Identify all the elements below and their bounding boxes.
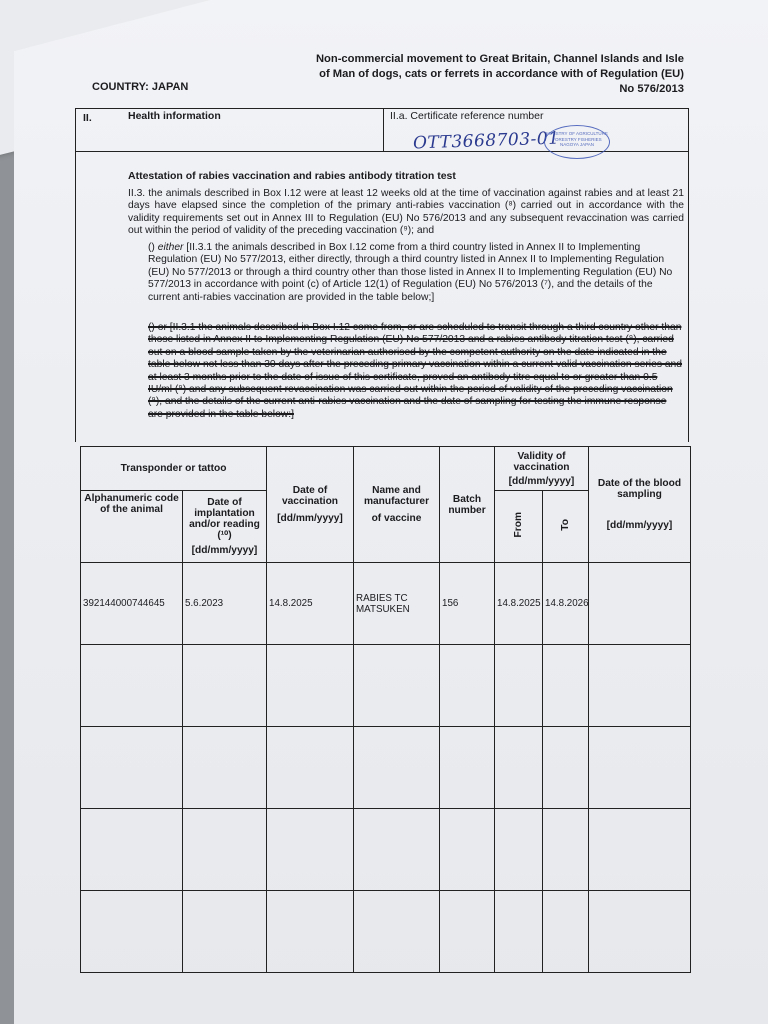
table-row-empty xyxy=(81,891,691,973)
cell-vaccine: RABIES TC MATSUKEN xyxy=(354,563,440,645)
cell-implant: 5.6.2023 xyxy=(183,563,267,645)
cell-vaccination: 14.8.2025 xyxy=(267,563,354,645)
paragraph-ii3: II.3. the animals described in Box I.12 were at least 12 weeks old at the time of vaccination against rabies and at least 21 days have elapsed since the completion of the primary anti-rabies vaccination (⁸) carried out in accordance with the validity requirements set out in Annex III to Regulation (EU) No 576/2013 and any subsequent revaccination was carried out within the period of validity of the preceding vaccination (⁹); and xyxy=(128,188,684,237)
header-line-1: Non-commercial movement to Great Britain, Channel Islands and Isle xyxy=(315,53,684,65)
blood-header xyxy=(589,447,691,563)
vaccination-table xyxy=(80,446,691,973)
attestation-title: Attestation of rabies vaccination and rabies antibody titration test xyxy=(128,170,456,182)
vaccine-name-sub: of vaccine xyxy=(371,513,422,524)
transponder-header: Transponder or tattoo xyxy=(81,447,267,491)
section-number: II. xyxy=(83,112,92,124)
document-header xyxy=(300,52,684,97)
to-header xyxy=(543,491,589,563)
to-label: To xyxy=(560,519,571,531)
official-stamp: MINISTRY OF AGRICULTURE FORESTRY FISHERIES NAGOYA JAPAN xyxy=(544,125,610,159)
country-label: COUNTRY: JAPAN xyxy=(92,81,189,93)
validity-label: Validity of vaccination xyxy=(513,450,570,473)
vacc-date-label: Date of vaccination xyxy=(281,485,339,507)
cert-ref-label: II.a. Certificate reference number xyxy=(390,110,544,122)
blood-format: [dd/mm/yyyy] xyxy=(606,520,673,531)
paragraph-ii31-or-struck: () or [II.3.1 the animals described in Box I.12 come from, or are scheduled to transit through a third country other than those listed in Annex II to Implementing Regulation (EU) No 577/2013 and a rabies antibody titration test (⁹), carried out on a blood sample taken by the veterinarian authorised by the competent authority on the date indicated in the table below not less than 30 days after the preceding primary vaccination within a current valid vaccination series and at least 3 months prior to the date of issue of this certificate, proved an antibody titre equal to or greater than 0.5 IU/ml (⁹) and any subsequent revaccination was carried out within the period of validity of the preceding vaccination (⁹), and the details of the current anti-rabies vaccination and the date of sampling for testing the immune response are provided in the table below:] xyxy=(148,322,683,420)
section-title: Health information xyxy=(128,110,221,122)
implant-label: Date of implantation and/or reading (¹⁰) xyxy=(189,497,260,541)
cert-ref-value: OTT3668703-01 xyxy=(412,128,560,154)
validity-header xyxy=(495,447,589,491)
cell-blood xyxy=(589,563,691,645)
paragraph-ii31-text: [II.3.1 the animals described in Box I.12 come from a third country listed in Annex II to Implementing Regulation (EU) No 577/2013, either directly, through a third country listed in Annex II to Implementing Regulation (EU) No 577/2013 or through a third country other than those listed in Annex II to Implementing Regulation (EU) No 577/2013 in accordance with point (c) of Article 12(1) of Regulation (EU) No 576/2013 (⁷), and the details of the current anti-rabies vaccination are provided in the table below;] xyxy=(148,242,673,303)
cell-to: 14.8.2026 xyxy=(543,563,589,645)
cell-from: 14.8.2025 xyxy=(495,563,543,645)
paragraph-ii31-either xyxy=(148,242,684,304)
implant-header xyxy=(183,491,267,563)
batch-header: Batch number xyxy=(440,447,495,563)
table-row-empty xyxy=(81,727,691,809)
table-row-empty xyxy=(81,809,691,891)
cell-code: 392144000744645 xyxy=(81,563,183,645)
blood-label: Date of the blood sampling xyxy=(597,478,682,500)
alpha-code-header: Alphanumeric code of the animal xyxy=(81,491,183,563)
validity-format: [dd/mm/yyyy] xyxy=(508,475,575,487)
header-line-3: No 576/2013 xyxy=(619,83,684,95)
vacc-date-format: [dd/mm/yyyy] xyxy=(277,513,343,524)
section-divider xyxy=(383,108,384,152)
implant-format: [dd/mm/yyyy] xyxy=(191,545,258,556)
table-row xyxy=(81,563,691,645)
option-bracket: () xyxy=(148,242,158,253)
either-label: either xyxy=(157,242,184,253)
header-line-2: of Man of dogs, cats or ferrets in accordance with of Regulation (EU) xyxy=(319,68,684,80)
vaccine-name-header xyxy=(354,447,440,563)
vaccine-name-label: Name and manufacturer xyxy=(363,485,430,507)
from-header xyxy=(495,491,543,563)
table-row-empty xyxy=(81,645,691,727)
from-label: From xyxy=(513,512,524,538)
cell-batch: 156 xyxy=(440,563,495,645)
vacc-date-header xyxy=(267,447,354,563)
